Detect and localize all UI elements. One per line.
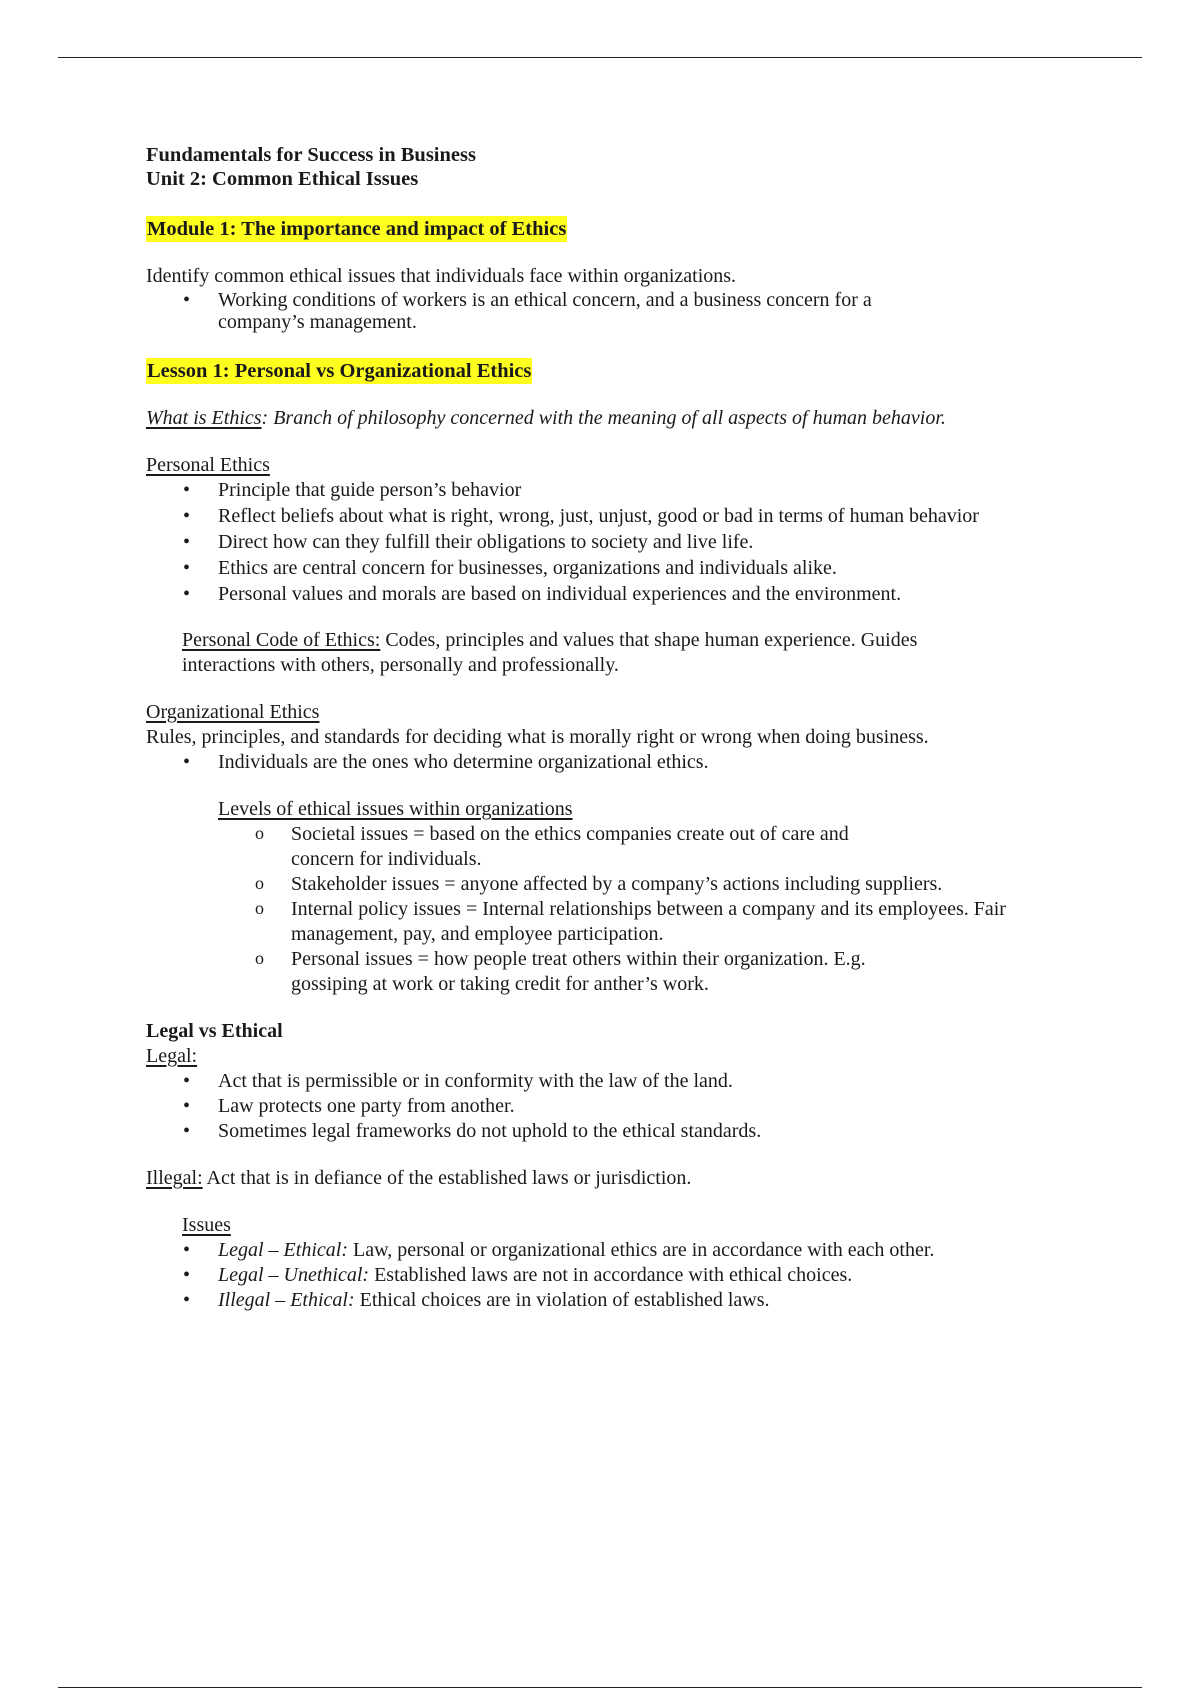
issue-text: Established laws are not in accordance with ethical choices. <box>369 1264 853 1286</box>
module-bullets <box>146 289 1106 333</box>
levels-heading: Levels of ethical issues within organizations <box>218 798 573 820</box>
list-item: • Reflect beliefs about what is right, wrong, just, unjust, good or bad in terms of human behavior <box>146 504 1106 529</box>
list-item: • Direct how can they fulfill their obligations to society and live life. <box>146 530 1106 555</box>
ethics-definition-term: What is Ethics <box>146 407 262 429</box>
list-item <box>146 1238 1106 1263</box>
issue-term: Legal – Ethical: <box>218 1239 348 1261</box>
lesson-heading <box>146 359 1106 384</box>
module-heading <box>146 217 1106 242</box>
list-item: o Societal issues = based on the ethics companies create out of care and concern for individuals. <box>146 822 1106 872</box>
issue-term: Legal – Unethical: <box>218 1264 370 1286</box>
illegal-label: Illegal: <box>146 1167 203 1189</box>
list-item: • Principle that guide person’s behavior <box>146 478 1106 503</box>
unit-title: Unit 2: Common Ethical Issues <box>146 168 419 190</box>
personal-code-term: Personal Code of Ethics: <box>182 629 381 651</box>
personal-ethics-heading: Personal Ethics <box>146 454 270 476</box>
lesson-heading-text: Lesson 1: Personal vs Organizational Ethics <box>147 360 532 382</box>
illegal-definition <box>146 1166 1106 1191</box>
legal-vs-ethical-heading: Legal vs Ethical <box>146 1020 283 1042</box>
list-item: • Working conditions of workers is an ethical concern, and a business concern for a company’s management. <box>146 289 1106 333</box>
issue-term: Illegal – Ethical: <box>218 1289 355 1311</box>
list-item: o Personal issues = how people treat others within their organization. E.g. gossiping at work or taking credit for anther’s work. <box>146 947 1106 997</box>
list-item: o Stakeholder issues = anyone affected by a company’s actions including suppliers. <box>146 872 1106 897</box>
organizational-ethics-bullets <box>146 750 1106 775</box>
legal-label: Legal: <box>146 1045 198 1067</box>
list-item: • Sometimes legal frameworks do not uphold to the ethical standards. <box>146 1119 1106 1144</box>
list-item: • Act that is permissible or in conformity with the law of the land. <box>146 1069 1106 1094</box>
list-item: • Ethics are central concern for businesses, organizations and individuals alike. <box>146 556 1106 581</box>
issues-heading: Issues <box>182 1214 231 1236</box>
ethics-definition-text: : Branch of philosophy concerned with the meaning of all aspects of human behavior. <box>261 407 946 429</box>
organizational-ethics-heading: Organizational Ethics <box>146 701 320 723</box>
legal-bullets <box>146 1069 1106 1144</box>
list-item: • Personal values and morals are based on individual experiences and the environment. <box>146 582 1106 607</box>
ethics-definition <box>146 406 1106 431</box>
document-body <box>146 143 1106 1313</box>
list-item <box>146 1288 1106 1313</box>
list-item <box>146 1263 1106 1288</box>
course-title: Fundamentals for Success in Business <box>146 144 476 166</box>
organizational-ethics-definition: Rules, principles, and standards for deciding what is morally right or wrong when doing business. <box>146 726 929 748</box>
issue-text: Ethical choices are in violation of established laws. <box>354 1289 770 1311</box>
bottom-rule <box>58 1687 1142 1688</box>
personal-code-text: Codes, principles and values that shape human experience. Guides interactions with others, personally and professionally. <box>182 629 918 676</box>
module-heading-text: Module 1: The importance and impact of Ethics <box>147 218 567 240</box>
issue-text: Law, personal or organizational ethics are in accordance with each other. <box>347 1239 935 1261</box>
list-item: • Law protects one party from another. <box>146 1094 1106 1119</box>
list-item: o Internal policy issues = Internal relationships between a company and its employees. Fair management, pay, and employee participation. <box>146 897 1106 947</box>
module-intro: Identify common ethical issues that individuals face within organizations. <box>146 265 737 287</box>
illegal-text: Act that is in defiance of the established laws or jurisdiction. <box>202 1167 692 1189</box>
issues-list <box>146 1238 1106 1313</box>
list-item: • Individuals are the ones who determine organizational ethics. <box>146 750 1106 775</box>
personal-code-of-ethics <box>146 628 1106 678</box>
personal-ethics-bullets <box>146 478 1106 607</box>
levels-list <box>146 822 1106 997</box>
top-rule <box>58 57 1142 58</box>
